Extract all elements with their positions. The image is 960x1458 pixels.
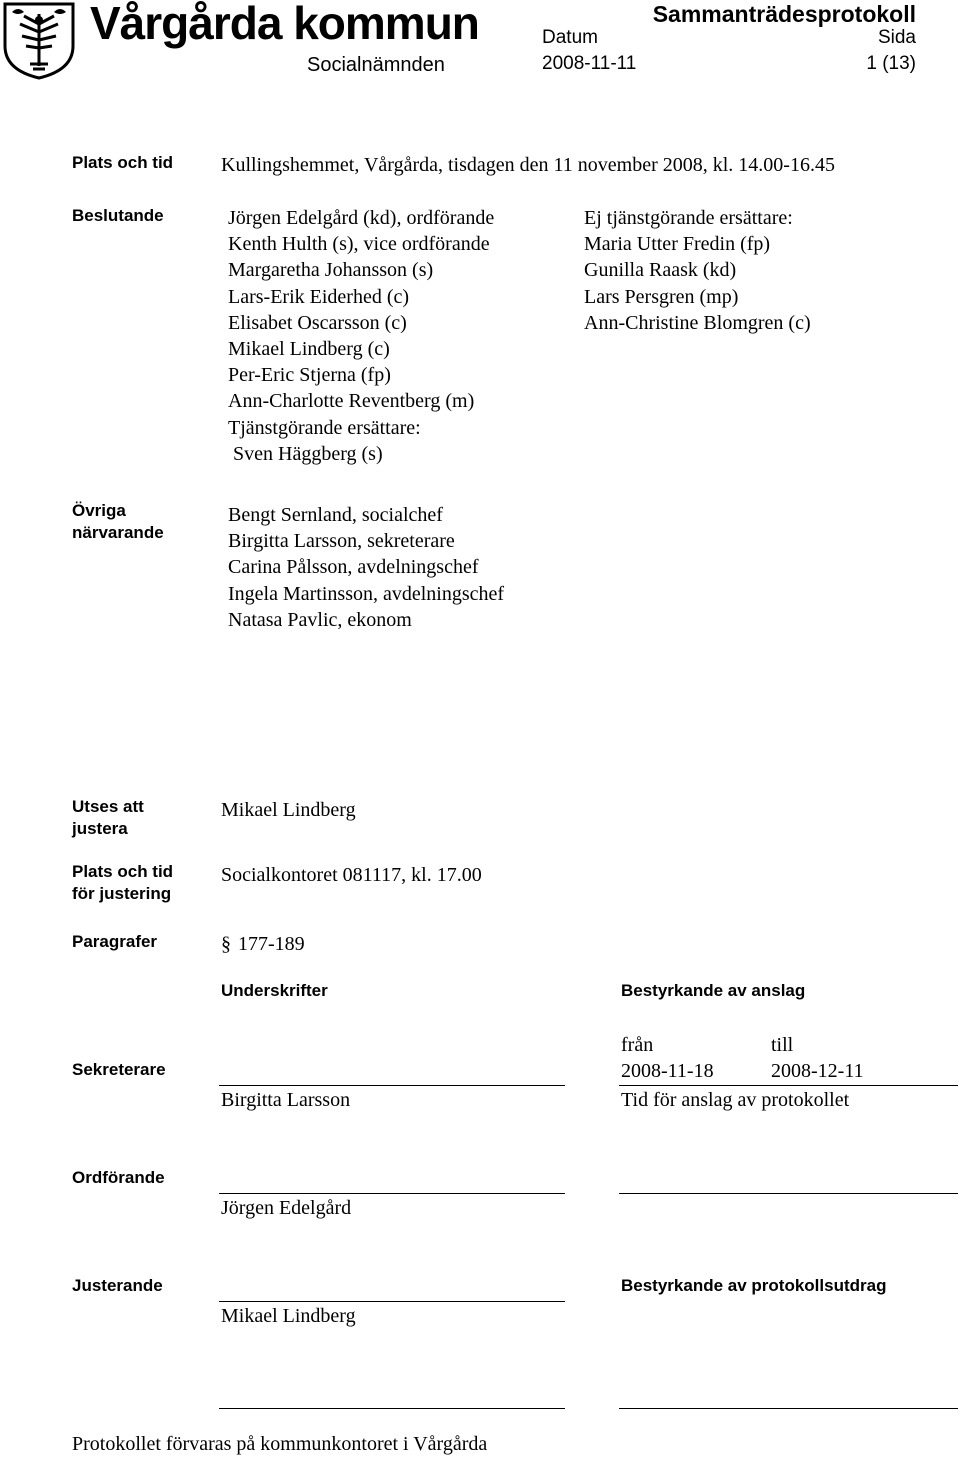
secretary-name: Birgitta Larsson: [221, 1089, 351, 1111]
notice-signature-line: [619, 1193, 958, 1194]
extract-signature-line-left: [219, 1408, 565, 1409]
paragraphs-value: 177-189: [238, 933, 305, 955]
list-item: Margaretha Johansson (s): [228, 259, 434, 282]
notice-heading: Bestyrkande av anslag: [621, 981, 806, 1000]
list-item: Maria Utter Fredin (fp): [584, 233, 771, 256]
page-label: Sida: [877, 27, 916, 48]
place-label: Plats och tid: [72, 153, 174, 172]
from-date: 2008-11-18: [621, 1060, 714, 1082]
coat-of-arms-logo: [0, 0, 78, 80]
others-label-line2: närvarande: [72, 523, 164, 542]
adjust-label-line2: justera: [72, 819, 128, 838]
list-item: Ann-Christine Blomgren (c): [584, 311, 811, 334]
adjust-label: [72, 796, 144, 840]
secretary-signature-line: [219, 1085, 565, 1086]
signatures-heading: Underskrifter: [221, 981, 328, 1000]
list-item: Bengt Sernland, socialchef: [228, 504, 443, 526]
list-item: Birgitta Larsson, sekreterare: [228, 530, 455, 553]
to-date: 2008-12-11: [771, 1060, 864, 1082]
chair-label: Ordförande: [72, 1168, 165, 1187]
adjust-place-label-line1: Plats och tid: [72, 862, 174, 881]
list-item: Mikael Lindberg (c): [228, 338, 390, 361]
paragraphs-label: Paragrafer: [72, 932, 158, 951]
others-label: [72, 500, 164, 544]
adjust-place-label: [72, 861, 173, 905]
non-serving-title: Ej tjänstgörande ersättare:: [584, 207, 793, 229]
list-item: Per-Eric Stjerna (fp): [228, 364, 391, 387]
department-name: Socialnämnden: [307, 54, 445, 76]
from-label: från: [621, 1034, 654, 1056]
page-value: 1 (13): [866, 53, 916, 74]
others-list: [228, 502, 504, 633]
date-label: Datum: [542, 27, 598, 48]
chair-name: Jörgen Edelgård: [221, 1197, 352, 1219]
place-value: Kullingshemmet, Vårgårda, tisdagen den 11 november 2008, kl. 14.00-16.45: [221, 154, 835, 176]
list-item: Tjänstgörande ersättare:: [228, 416, 421, 439]
list-item: Kenth Hulth (s), vice ordförande: [228, 233, 490, 256]
adjuster-name: Mikael Lindberg: [221, 1305, 356, 1327]
notice-caption: Tid för anslag av protokollet: [621, 1089, 850, 1111]
extract-signature-line-right: [619, 1408, 958, 1409]
list-item: Jörgen Edelgård (kd), ordförande: [228, 207, 495, 229]
storage-footer: Protokollet förvaras på kommunkontoret i Vårgårda: [72, 1433, 488, 1455]
adjuster-label: Justerande: [72, 1276, 163, 1295]
adjust-place-label-line2: för justering: [72, 884, 172, 903]
adjust-value: Mikael Lindberg: [221, 799, 356, 821]
secretary-label: Sekreterare: [72, 1060, 166, 1079]
list-item: Gunilla Raask (kd): [584, 259, 737, 282]
to-label: till: [771, 1034, 794, 1056]
list-item: Lars-Erik Eiderhed (c): [228, 285, 410, 308]
extract-heading: Bestyrkande av protokollsutdrag: [621, 1276, 887, 1295]
document-type: Sammanträdesprotokoll: [652, 1, 916, 27]
others-label-line1: Övriga: [72, 501, 126, 520]
list-item: Natasa Pavlic, ekonom: [228, 608, 412, 631]
chair-signature-line: [219, 1193, 565, 1194]
list-item: Lars Persgren (mp): [584, 285, 739, 308]
list-item: Elisabet Oscarsson (c): [228, 311, 407, 334]
list-item: Carina Pålsson, avdelningschef: [228, 556, 479, 579]
adjust-place-value: Socialkontoret 081117, kl. 17.00: [221, 864, 482, 886]
paragraph-symbol: §: [221, 933, 231, 955]
deciding-label: Beslutande: [72, 206, 164, 225]
adjust-label-line1: Utses att: [72, 797, 144, 816]
list-item: Ann-Charlotte Reventberg (m): [228, 390, 475, 413]
non-serving-list: [584, 205, 811, 336]
list-item: Sven Häggberg (s): [228, 442, 383, 465]
municipality-name: Vårgårda kommun: [90, 0, 479, 49]
notice-line: [619, 1085, 958, 1086]
list-item: Ingela Martinsson, avdelningschef: [228, 582, 505, 605]
date-value: 2008-11-11: [542, 53, 637, 74]
adjuster-signature-line: [219, 1301, 565, 1302]
deciding-members-list: [228, 205, 494, 467]
